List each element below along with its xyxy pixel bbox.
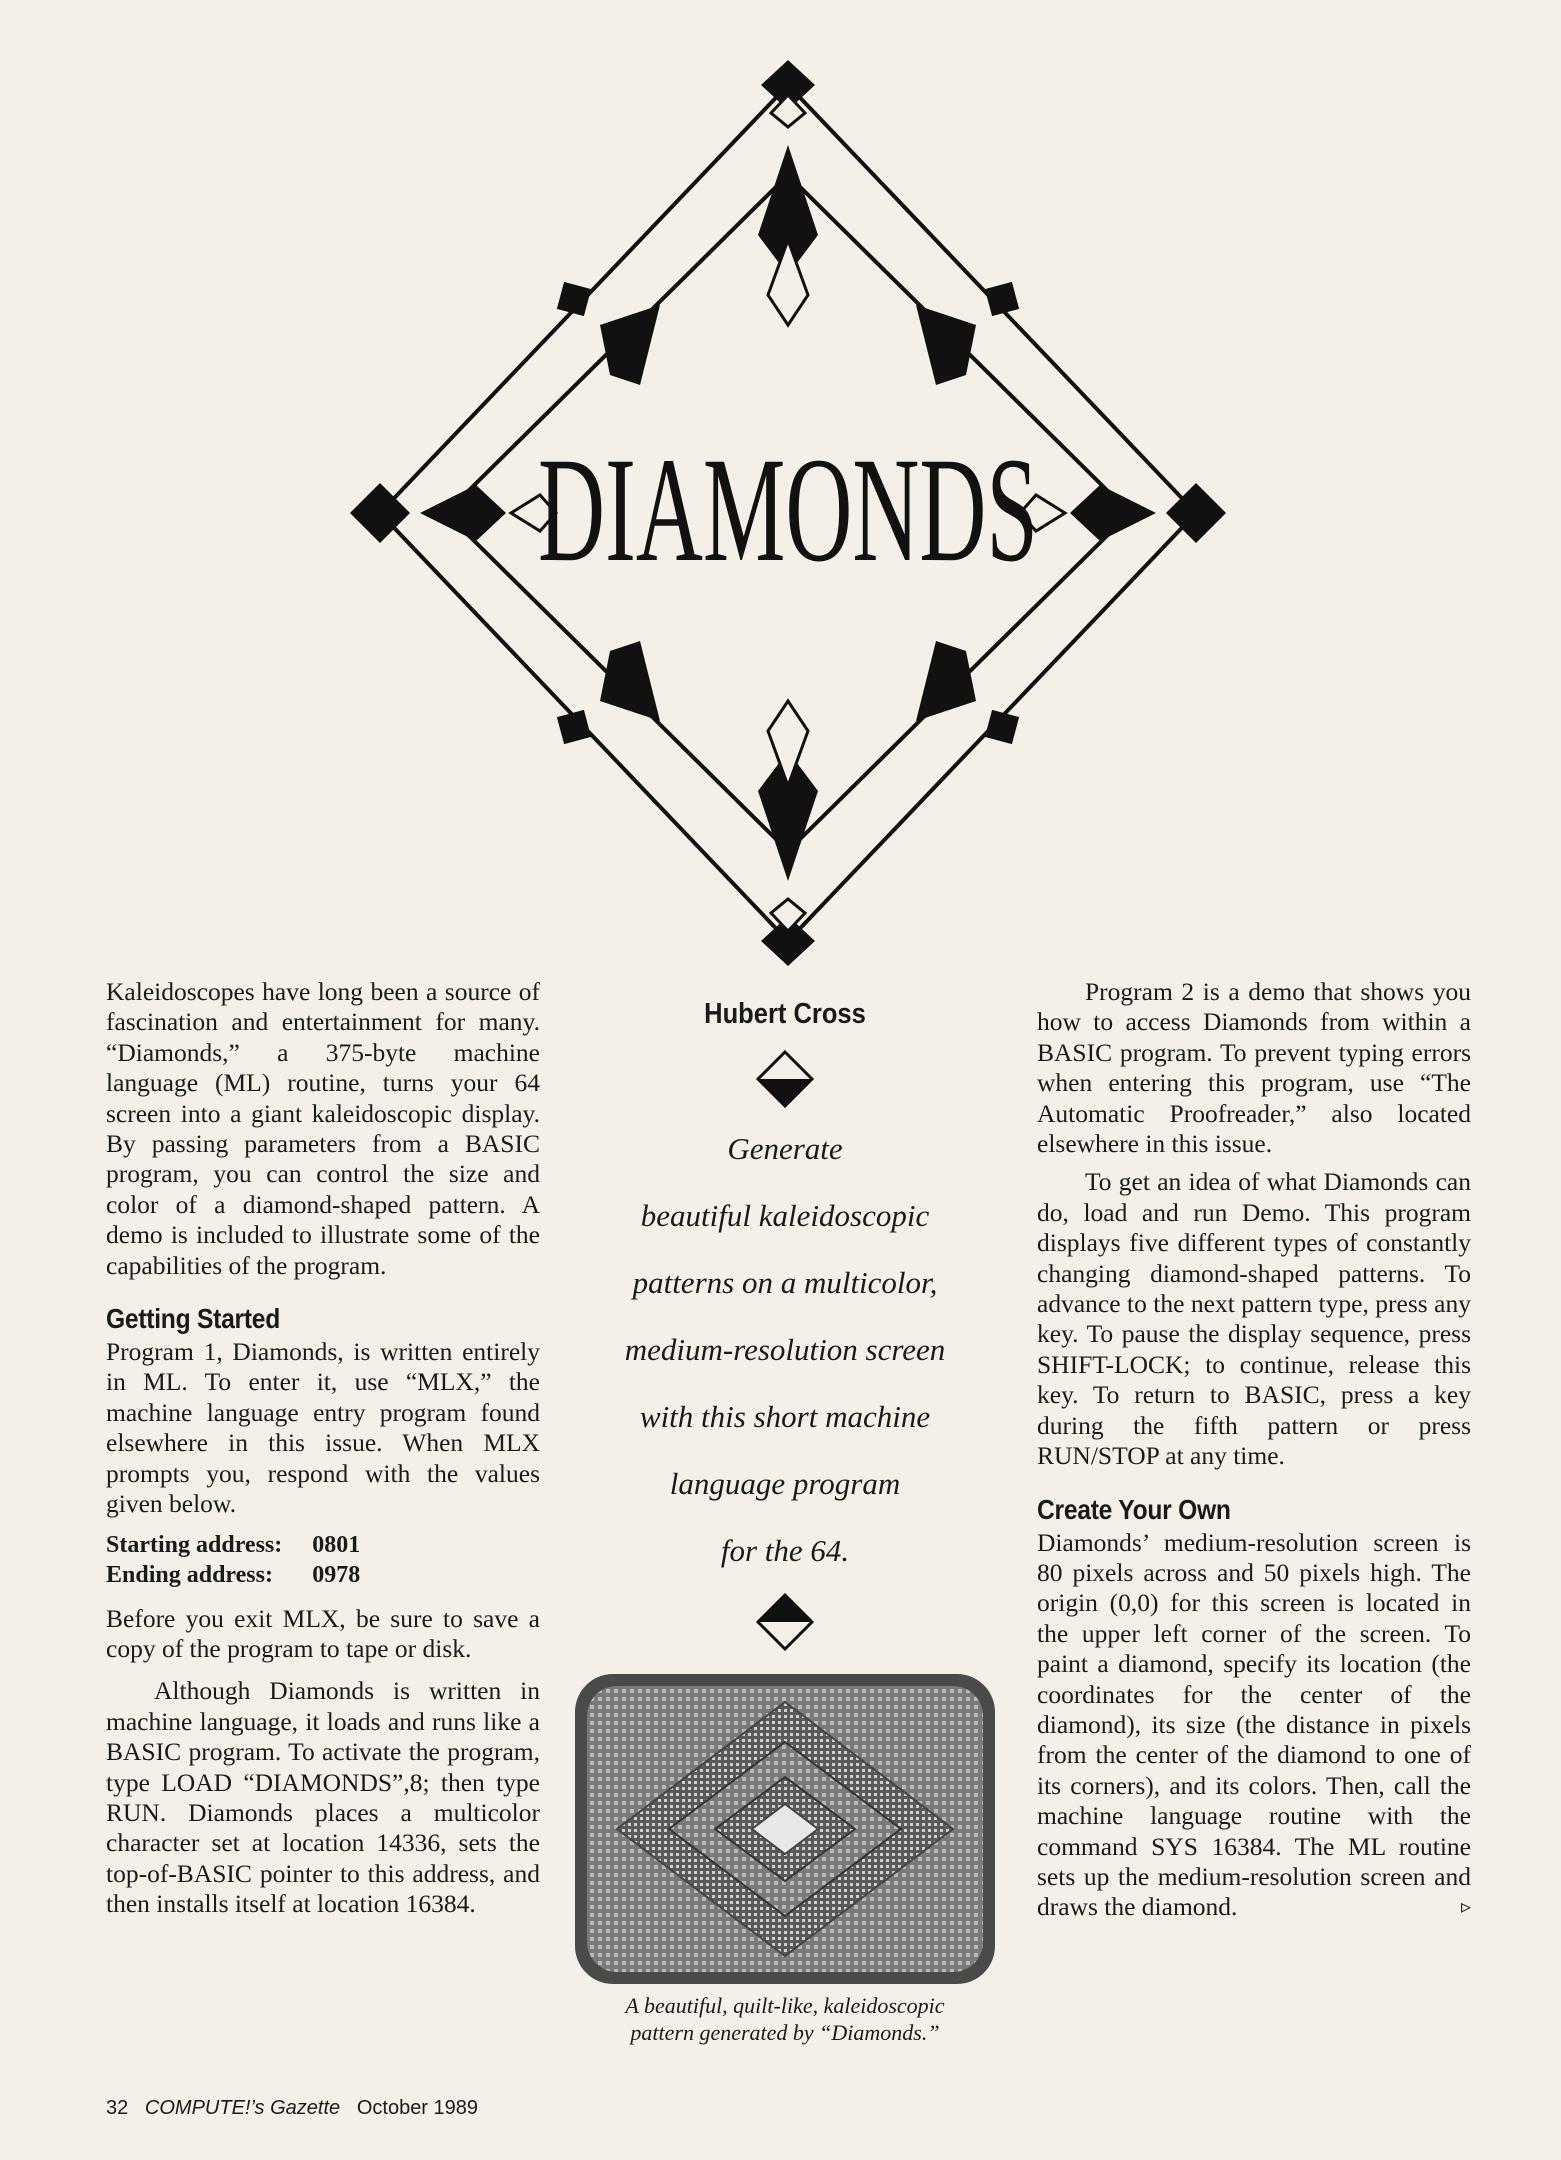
table-row bbox=[106, 1560, 390, 1590]
byline: Hubert Cross bbox=[704, 998, 866, 1030]
logo-title: DIAMONDS bbox=[538, 427, 1038, 593]
middle-column bbox=[570, 998, 1000, 1652]
diamonds-logo bbox=[330, 55, 1240, 970]
kaleidoscope-screenshot bbox=[573, 1672, 997, 1986]
intro-paragraph: Kaleidoscopes have long been a source of fascination and entertainment for many. “Diamonds,” a 375-byte machine language (ML) routine, turns your 64 screen into a giant kaleidoscopic display. By passing parameters from a BASIC program, you can control the size and color of a diamond-shaped pattern. A demo is included to illustrate some of the capabilities of the program. bbox=[106, 977, 540, 1280]
image-caption bbox=[570, 1992, 1000, 2046]
paragraph bbox=[1037, 1528, 1471, 1923]
address-value: 0978 bbox=[312, 1561, 361, 1588]
deck-line: language program bbox=[669, 1466, 901, 1501]
paragraph: Although Diamonds is written in machine language, it loads and runs like a BASIC program. To activate the program, type LOAD “DIAMONDS”,8; then type RUN. Diamonds places a multicolor character set at location 14336, sets the top-of-BASIC pointer to this address, and then installs itself at location 16384. bbox=[106, 1676, 540, 1919]
deck-line: Generate bbox=[727, 1131, 843, 1166]
address-label: Starting address: bbox=[106, 1531, 283, 1558]
paragraph: Before you exit MLX, be sure to save a copy of the program to tape or disk. bbox=[106, 1603, 540, 1663]
deck-line: for the 64. bbox=[720, 1533, 850, 1568]
issue-date: October 1989 bbox=[356, 2097, 479, 2119]
address-table bbox=[106, 1530, 390, 1590]
page-number: 32 bbox=[106, 2097, 129, 2119]
bleed-through-title bbox=[120, 130, 137, 199]
address-label: Ending address: bbox=[106, 1561, 273, 1588]
deck-line: patterns on a multicolor, bbox=[632, 1265, 938, 1300]
continue-arrow-icon: ▹ bbox=[1460, 1896, 1471, 1919]
deck-line: medium-resolution screen bbox=[624, 1332, 946, 1367]
magazine-name: COMPUTE!’s Gazette bbox=[144, 2097, 341, 2119]
paragraph: Program 2 is a demo that shows you how to access Diamonds from within a BASIC program. To prevent typing errors when entering this program, use “The Automatic Proofreader,” also located elsewhere in this issue. bbox=[1037, 977, 1471, 1159]
section-heading-getting-started: Getting Started bbox=[106, 1303, 281, 1335]
right-column bbox=[1037, 977, 1471, 1923]
page-footer bbox=[106, 2097, 478, 2120]
left-column bbox=[106, 977, 540, 1920]
address-value: 0801 bbox=[312, 1531, 361, 1558]
deck-line: beautiful kaleidoscopic bbox=[640, 1198, 930, 1233]
table-row bbox=[106, 1530, 390, 1560]
paragraph: Program 1, Diamonds, is written entirely in ML. To enter it, use “MLX,” the machine language entry program found elsewhere in this issue. When MLX prompts you, respond with the values given below. bbox=[106, 1337, 540, 1519]
diamond-ornament-icon bbox=[755, 1592, 815, 1652]
deck-line: with this short machine bbox=[639, 1399, 931, 1434]
paragraph-text: Diamonds’ medium-resolution screen is 80 pixels across and 50 pixels high. The origin (0,0) for this screen is located in the upper left corner of the screen. To paint a diamond, specify its location (the coordinates for the center of the diamond), its size (the distance in pixels from the center of the diamond to one of its corners), and its colors. Then, call the machine language routine with the command SYS 16384. The ML routine sets up the medium-resolution screen and draws the diamond. bbox=[1037, 1527, 1471, 1922]
caption-line: pattern generated by “Diamonds.” bbox=[630, 2020, 940, 2045]
caption-line: A beautiful, quilt-like, kaleidoscopic bbox=[625, 1993, 945, 2018]
paragraph: To get an idea of what Diamonds can do, load and run Demo. This program displays five different types of constantly changing diamond-shaped patterns. To advance to the next pattern type, press any key. To pause the display sequence, press SHIFT-LOCK; to continue, release this key. To return to BASIC, press a key during the fifth pattern or press RUN/STOP at any time. bbox=[1037, 1167, 1471, 1471]
diamond-ornament-icon bbox=[755, 1049, 815, 1109]
section-heading-create-your-own: Create Your Own bbox=[1037, 1493, 1231, 1525]
